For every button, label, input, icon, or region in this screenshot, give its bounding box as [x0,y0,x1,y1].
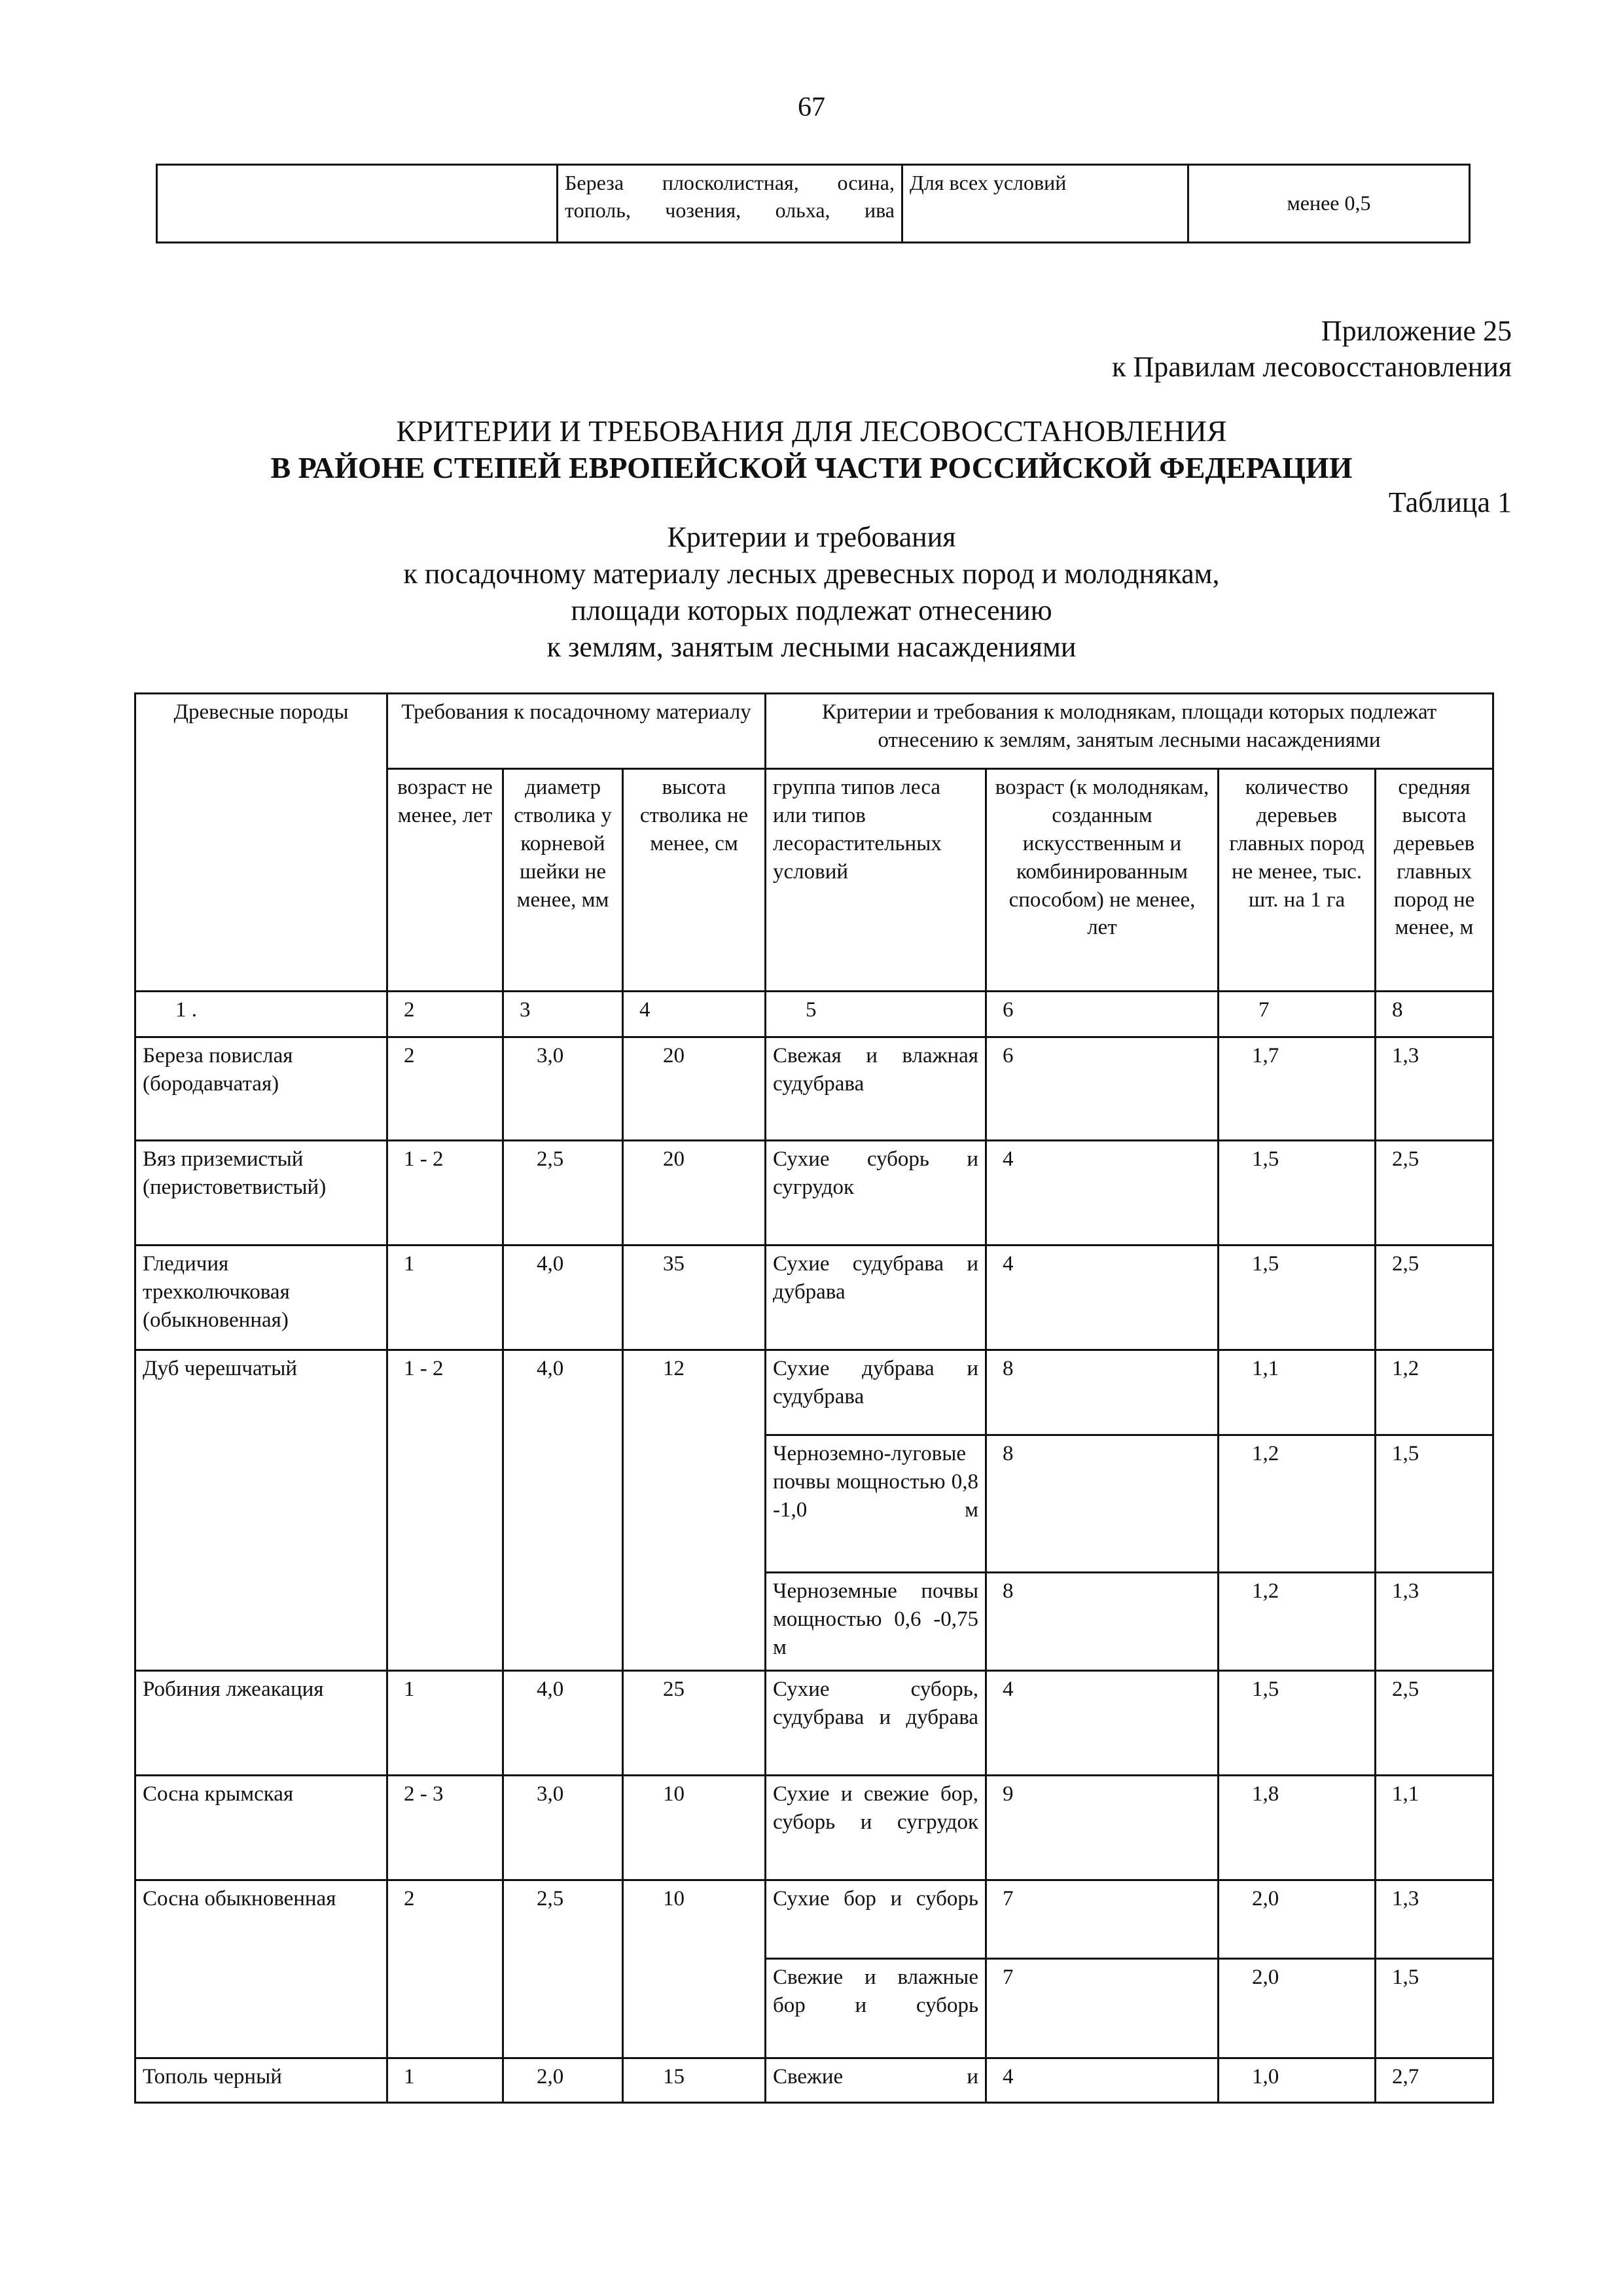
table-row [157,165,1470,243]
cell-young-age: 8 [986,1435,1219,1573]
header-diameter: диаметр стволика у корневой шейки не менее, мм [503,769,623,992]
cell-species: Сосна обыкновенная [135,1880,387,2058]
header-forest-type: группа типов леса или типов лесорастительных условий [766,769,986,992]
cell-tree-count: 2,0 [1219,1880,1376,1959]
table-cell-value: менее 0,5 [1188,165,1470,243]
appendix-reference: к Правилам лесовосстановления [1112,351,1512,383]
table-row [135,1880,1493,1959]
cell-diameter: 3,0 [503,1037,623,1141]
cell-average-height: 2,5 [1376,1246,1493,1350]
column-number: 4 [623,992,766,1037]
table-row [135,2058,1493,2103]
cell-height: 12 [623,1350,766,1671]
cell-forest-type: Сухие и свежие бор, суборь и сугрудок [766,1776,986,1880]
cell-species: Береза повислая (бородавчатая) [135,1037,387,1141]
table-cell-species: Береза плосколистная, осина, тополь, чозения, ольха, ива [558,165,902,243]
document-title: КРИТЕРИИ И ТРЕБОВАНИЯ ДЛЯ ЛЕСОВОССТАНОВЛЕНИЯ [396,414,1227,448]
cell-tree-count: 1,5 [1219,1246,1376,1350]
cell-diameter: 2,0 [503,2058,623,2103]
cell-forest-type: Черноземно-луговые почвы мощностью 0,8 -1,0 м [766,1435,986,1573]
cell-species: Тополь черный [135,2058,387,2103]
cell-forest-type: Сухие дубрава и судубрава [766,1350,986,1435]
cell-tree-count: 1,5 [1219,1141,1376,1246]
cell-age: 1 [387,1671,503,1776]
cell-age: 2 [387,1037,503,1141]
cell-average-height: 2,5 [1376,1671,1493,1776]
cell-young-age: 7 [986,1959,1219,2058]
cell-diameter: 4,0 [503,1350,623,1671]
cell-age: 2 [387,1880,503,2058]
cell-average-height: 1,5 [1376,1435,1493,1573]
table-header-row [135,694,1493,769]
table-row [135,1776,1493,1880]
column-number: 6 [986,992,1219,1037]
cell-young-age: 8 [986,1350,1219,1435]
cell-forest-type: Сухие бор и суборь [766,1880,986,1959]
cell-age: 1 [387,1246,503,1350]
cell-diameter: 4,0 [503,1246,623,1350]
cell-species: Дуб черешчатый [135,1350,387,1671]
continuation-table [156,164,1471,243]
document-title-region: В РАЙОНЕ СТЕПЕЙ ЕВРОПЕЙСКОЙ ЧАСТИ РОССИЙСКОЙ ФЕДЕРАЦИИ [270,451,1353,484]
column-number: 2 [387,992,503,1037]
table-subtitle-1: Критерии и требования [667,521,956,553]
table-label: Таблица 1 [1388,486,1512,518]
header-planting-material: Требования к посадочному материалу [387,694,766,769]
cell-diameter: 3,0 [503,1776,623,1880]
cell-diameter: 4,0 [503,1671,623,1776]
cell-young-age: 9 [986,1776,1219,1880]
cell-average-height: 1,3 [1376,1880,1493,1959]
cell-average-height: 1,3 [1376,1573,1493,1671]
cell-species: Вяз приземистый (перистоветвистый) [135,1141,387,1246]
cell-young-age: 4 [986,1671,1219,1776]
cell-forest-type: Сухие судубрава и дубрава [766,1246,986,1350]
cell-age: 2 - 3 [387,1776,503,1880]
cell-height: 35 [623,1246,766,1350]
table-subtitle-2: к посадочному материалу лесных древесных пород и молоднякам, [403,558,1220,590]
cell-tree-count: 1,5 [1219,1671,1376,1776]
cell-height: 10 [623,1776,766,1880]
cell-average-height: 1,2 [1376,1350,1493,1435]
cell-young-age: 7 [986,1880,1219,1959]
cell-forest-type: Черноземные почвы мощностью 0,6 -0,75 м [766,1573,986,1671]
cell-average-height: 1,5 [1376,1959,1493,2058]
criteria-table [134,692,1494,2104]
cell-age: 1 [387,2058,503,2103]
table-subtitle-3: площади которых подлежат отнесению [571,594,1052,626]
cell-young-age: 4 [986,1141,1219,1246]
header-young-stands: Критерии и требования к молоднякам, площади которых подлежат отнесению к землям, занятым лесными насаждениями [766,694,1493,769]
cell-age: 1 - 2 [387,1141,503,1246]
cell-tree-count: 1,0 [1219,2058,1376,2103]
header-average-height: средняя высота деревьев главных пород не менее, м [1376,769,1493,992]
table-row [135,1037,1493,1141]
cell-species: Гледичия трехколючковая (обыкновенная) [135,1246,387,1350]
table-row [135,1246,1493,1350]
cell-young-age: 4 [986,1246,1219,1350]
cell-young-age: 6 [986,1037,1219,1141]
cell-forest-type: Свежие и [766,2058,986,2103]
column-number: 7 [1219,992,1376,1037]
column-number: 8 [1376,992,1493,1037]
cell-age: 1 - 2 [387,1350,503,1671]
table-row [135,1141,1493,1246]
cell-height: 10 [623,1880,766,2058]
table-cell-conditions: Для всех условий [902,165,1188,243]
cell-tree-count: 1,2 [1219,1435,1376,1573]
cell-forest-type: Свежая и влажная судубрава [766,1037,986,1141]
cell-average-height: 1,3 [1376,1037,1493,1141]
cell-forest-type: Сухие суборь и сугрудок [766,1141,986,1246]
cell-tree-count: 1,2 [1219,1573,1376,1671]
cell-height: 20 [623,1037,766,1141]
header-age: возраст не менее, лет [387,769,503,992]
cell-species: Робиния лжеакация [135,1671,387,1776]
table-row [135,1350,1493,1435]
column-number: 1 . [135,992,387,1037]
column-numbers-row [135,992,1493,1037]
header-species: Древесные породы [135,694,387,992]
column-number: 5 [766,992,986,1037]
table-subtitle-4: к землям, занятым лесными насаждениями [546,631,1077,663]
cell-tree-count: 2,0 [1219,1959,1376,2058]
cell-average-height: 2,5 [1376,1141,1493,1246]
cell-height: 15 [623,2058,766,2103]
column-number: 3 [503,992,623,1037]
header-tree-count: количество деревьев главных пород не менее, тыс. шт. на 1 га [1219,769,1376,992]
cell-young-age: 4 [986,2058,1219,2103]
header-height: высота стволика не менее, см [623,769,766,992]
cell-species: Сосна крымская [135,1776,387,1880]
cell-tree-count: 1,1 [1219,1350,1376,1435]
page-number: 67 [798,92,825,122]
header-young-age: возраст (к молоднякам, созданным искусственным и комбинированным способом) не менее, лет [986,769,1219,992]
cell-average-height: 2,7 [1376,2058,1493,2103]
cell-average-height: 1,1 [1376,1776,1493,1880]
cell-tree-count: 1,8 [1219,1776,1376,1880]
appendix-number: Приложение 25 [1321,315,1512,347]
cell-young-age: 8 [986,1573,1219,1671]
table-row [135,1671,1493,1776]
cell-forest-type: Сухие суборь, судубрава и дубрава [766,1671,986,1776]
cell-diameter: 2,5 [503,1880,623,2058]
cell-height: 20 [623,1141,766,1246]
cell-height: 25 [623,1671,766,1776]
cell-tree-count: 1,7 [1219,1037,1376,1141]
table-cell-empty [157,165,558,243]
cell-diameter: 2,5 [503,1141,623,1246]
cell-forest-type: Свежие и влажные бор и суборь [766,1959,986,2058]
